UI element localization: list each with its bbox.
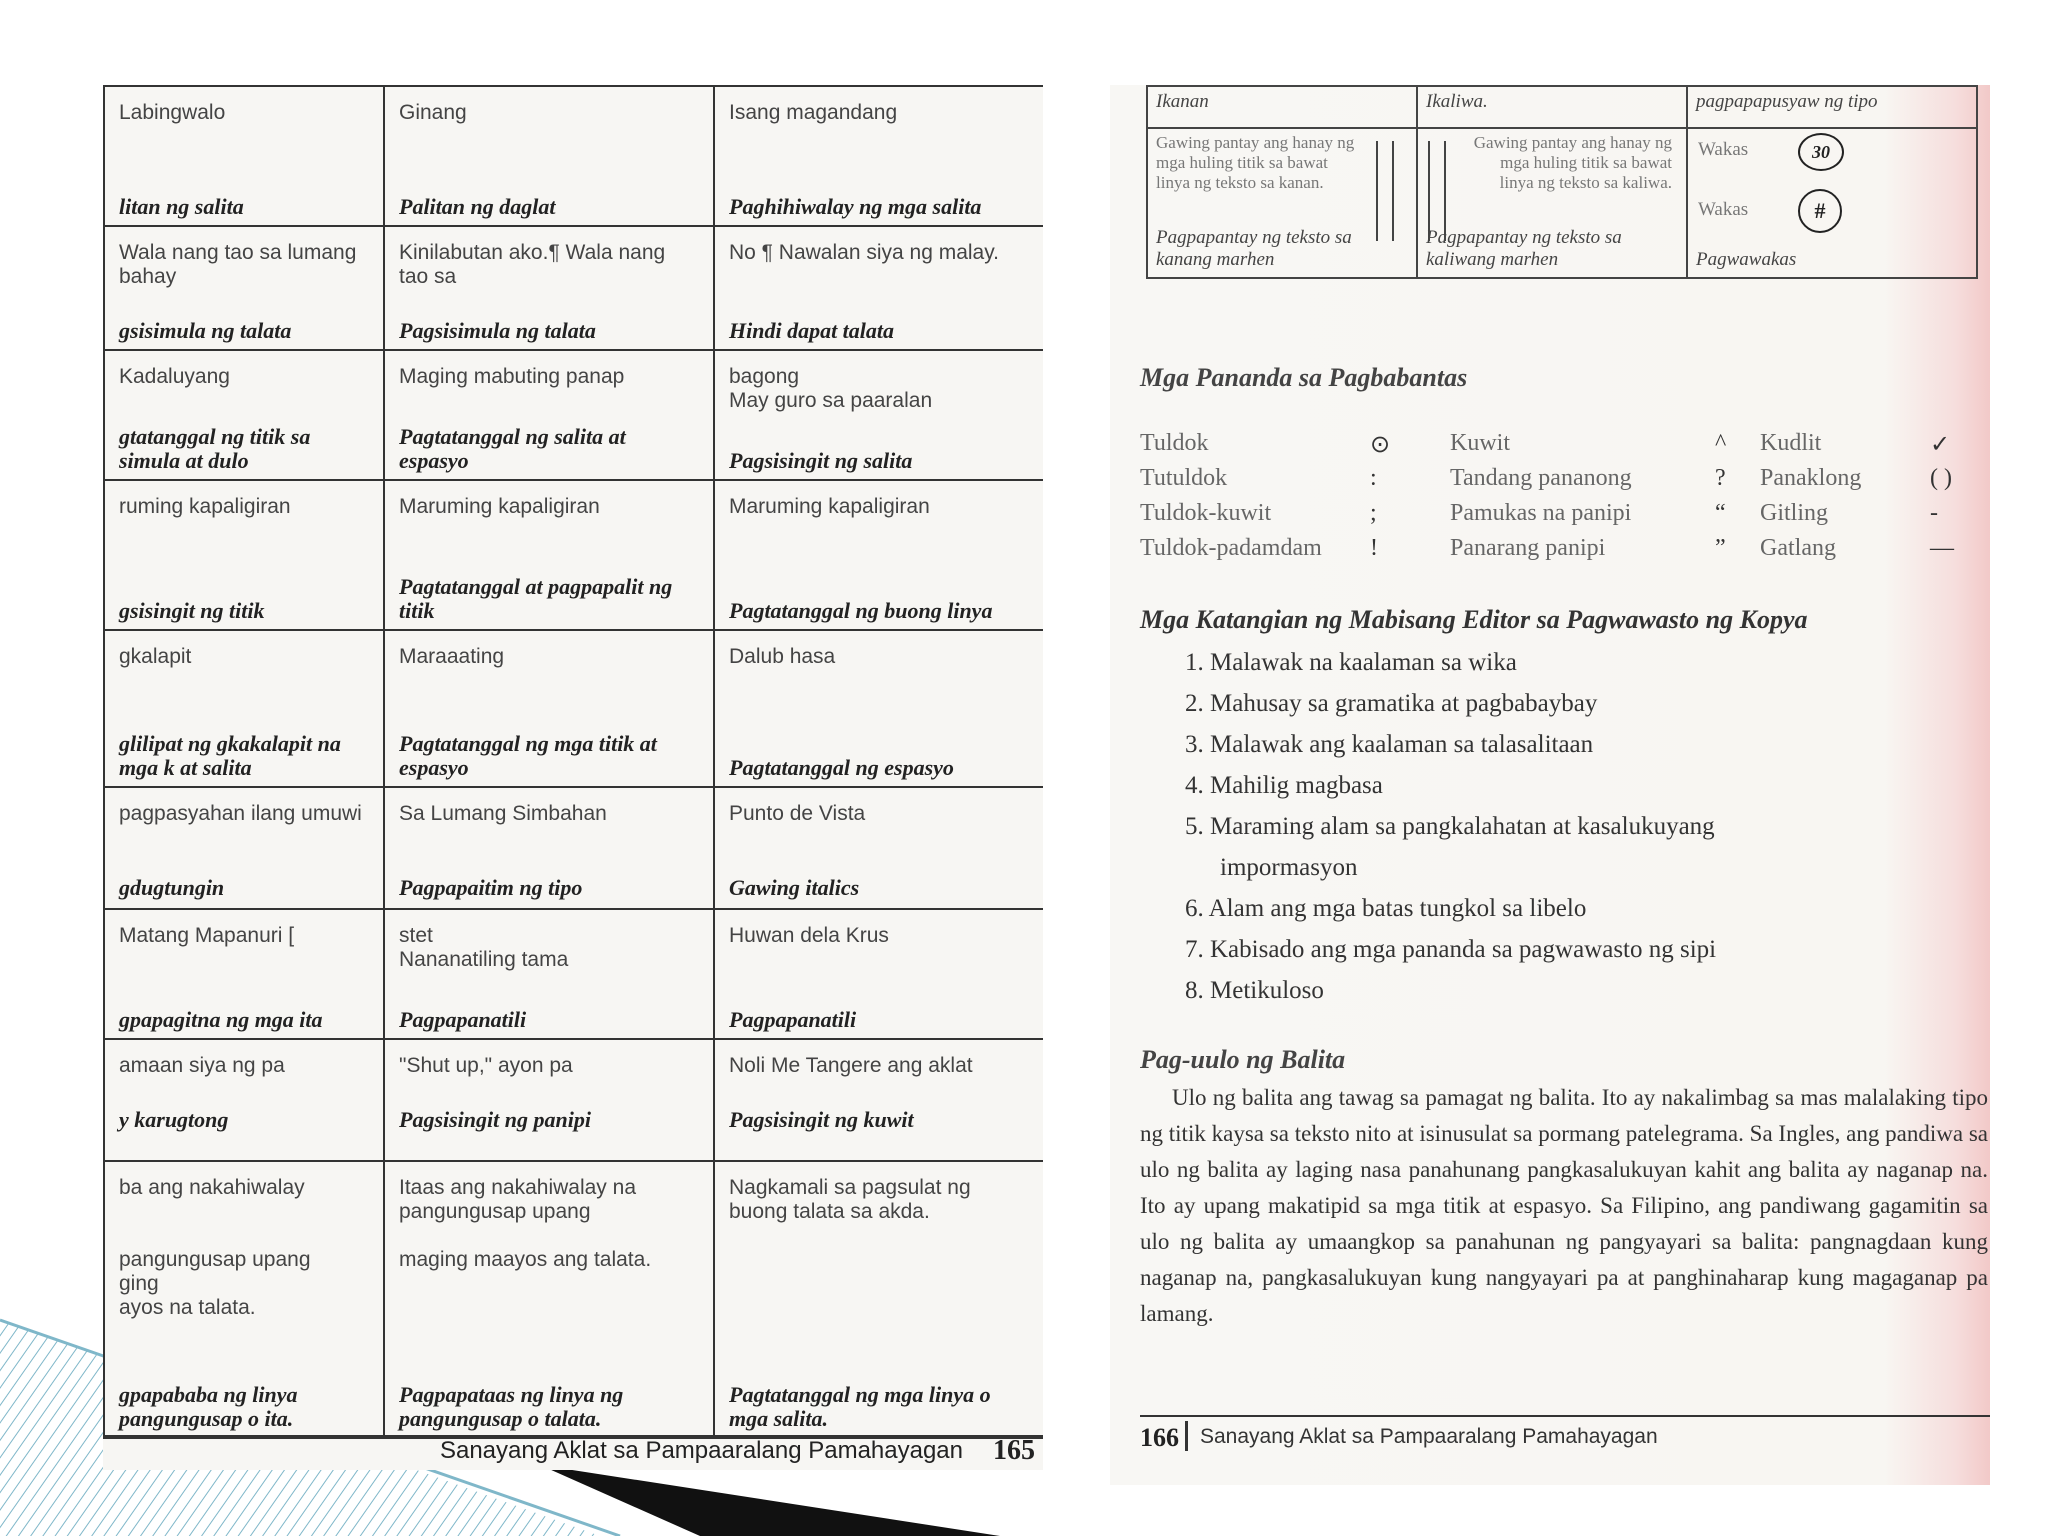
balita-title: Pag-uulo ng Balita [1140, 1045, 1346, 1074]
pananda-label: Gatlang [1760, 535, 1836, 561]
header-tipo: pagpapapusyaw ng tipo [1687, 86, 1977, 128]
mark-caption: Hindi dapat talata [729, 318, 895, 343]
mark-example: bagong May guro sa paaralan [729, 365, 933, 412]
table-row [104, 1161, 1043, 1438]
katangian-item: 5. Maraming alam sa pangkalahatan at kasalukuyang [1185, 813, 1715, 840]
pananda-label: Tuldok [1140, 430, 1209, 456]
mark-example: Maraaating [399, 645, 505, 668]
pananda-label: Gitling [1760, 500, 1829, 526]
mark-caption: Pagsisingit ng kuwit [729, 1107, 914, 1132]
pananda-label: Tuldok-kuwit [1140, 500, 1272, 526]
right-top-table [1146, 85, 1978, 279]
katangian-item: 8. Metikuloso [1185, 977, 1324, 1004]
pananda-label: Tuldok-padamdam [1140, 535, 1322, 561]
left-page [103, 85, 1043, 1470]
mark-caption: gsisingit ng titik [119, 598, 265, 623]
mark-caption: gdugtungin [119, 875, 225, 900]
mark-example: Nagkamali sa pagsulat ng buong talata sa akda. [729, 1176, 971, 1223]
table-cell [104, 787, 384, 909]
mark-example: Maging mabuting panap [399, 365, 625, 388]
mark-caption: litan ng salita [119, 194, 244, 219]
table-row [104, 350, 1043, 480]
pagwawakas-caption: Pagwawakas [1696, 249, 1797, 270]
mark-caption: Pagtatanggal at pagpapalit ng titik [399, 574, 673, 623]
table-cell [384, 1039, 714, 1161]
mark-caption: Pagtatanggal ng mga linya o mga salita. [729, 1382, 991, 1431]
mark-example: stet Nananatiling tama [399, 924, 569, 971]
pananda-title: Mga Pananda sa Pagbabantas [1140, 363, 1468, 392]
pananda-mark-icon: — [1930, 535, 1954, 561]
mark-example: Kinilabutan ako.¶ Wala nang tao sa [399, 241, 666, 288]
table-cell [104, 1161, 384, 1438]
mark-example: Maruming kapaligiran [729, 495, 930, 518]
table-cell [714, 226, 1043, 350]
table-cell [384, 787, 714, 909]
mark-caption: Pagtatanggal ng salita at espasyo [399, 424, 626, 473]
mark-caption: Palitan ng daglat [399, 194, 556, 219]
table-cell [714, 630, 1043, 787]
mark-example: Itaas ang nakahiwalay na pangungusap upang maging maayos ang talata. [399, 1176, 652, 1271]
mark-example: Sa Lumang Simbahan [399, 802, 607, 825]
proofreading-marks-table [103, 85, 1043, 1439]
mark-example: Labingwalo [119, 101, 226, 124]
mark-example: Wala nang tao sa lumang bahay [119, 241, 357, 288]
table-cell [384, 86, 714, 226]
table-row [104, 1039, 1043, 1161]
pananda-mark-icon: ( ) [1930, 465, 1952, 491]
pananda-mark-icon: - [1930, 500, 1938, 526]
table-row [104, 86, 1043, 226]
mark-example: gkalapit [119, 645, 192, 668]
table-cell [104, 350, 384, 480]
mark-example: Dalub hasa [729, 645, 836, 668]
pananda-mark-icon: ✓ [1930, 432, 1951, 458]
mark-example: Noli Me Tangere ang aklat [729, 1054, 973, 1077]
pananda-mark-icon: ! [1370, 535, 1378, 561]
table-cell [104, 630, 384, 787]
table-cell [714, 787, 1043, 909]
align-right-mark [1376, 141, 1394, 241]
pananda-label: Kuwit [1450, 430, 1510, 456]
table-row [104, 226, 1043, 350]
pananda-mark-icon: ; [1370, 500, 1377, 526]
right-footer-text: Sanayang Aklat sa Pampaaralang Pamahayagan [1200, 1425, 1658, 1448]
mark-caption: Pagpapaitim ng tipo [399, 875, 583, 900]
table-cell [384, 909, 714, 1039]
mark-caption: Gawing italics [729, 875, 860, 900]
table-cell [384, 1161, 714, 1438]
katangian-item: 2. Mahusay sa gramatika at pagbabaybay [1185, 690, 1598, 717]
table-cell [384, 350, 714, 480]
mark-example: "Shut up," ayon pa [399, 1054, 573, 1077]
mark-caption: Paghihiwalay ng mga salita [729, 194, 982, 219]
right-footer-bar [1185, 1421, 1188, 1451]
table-row [104, 787, 1043, 909]
pananda-label: Kudlit [1760, 430, 1822, 456]
katangian-item: impormasyon [1220, 854, 1358, 881]
mark-caption: Pagtatanggal ng mga titik at espasyo [399, 731, 657, 780]
mark-caption: Pagsisingit ng panipi [399, 1107, 591, 1132]
mark-caption: glilipat ng gkakalapit na mga k at salita [119, 731, 341, 780]
mark-example: Maruming kapaligiran [399, 495, 600, 518]
mark-caption: gsisimula ng talata [119, 318, 292, 343]
mark-caption: Pagtatanggal ng buong linya [729, 598, 993, 623]
mark-caption: Pagsisimula ng talata [399, 318, 596, 343]
wakas-2: Wakas [1698, 199, 1749, 220]
header-ikaliwa: Ikaliwa. [1417, 86, 1687, 128]
balita-paragraph: Ulo ng balita ang tawag sa pamagat ng balita. Ito ay nakalimbag sa mas malalaking tipo ng titik kaysa sa teksto nito at isinusulat sa pormang patelegrama. Sa Ingles, ang pandiwa sa ulo ng balita ay laging nasa panahunang pangkasalukuyan kahit ang balita ay naganap na. Ito ay upang makatipid sa mga titik at espasyo. Sa Filipino, ang pandiwang gagamitin sa ulo ng balita ay umaangkop sa panahunan ng pangyayari sa balita: pangnagdaan kung naganap na, pangkasalukuyan kung nangyayari pa at panghinaharap kung magaganap pa lamang. [1140, 1085, 1988, 1326]
mark-example: No ¶ Nawalan siya ng malay. [729, 241, 1000, 264]
katangian-title: Mga Katangian ng Mabisang Editor sa Pagwawasto ng Kopya [1140, 605, 1808, 634]
table-cell [104, 86, 384, 226]
ikaliwa-caption: Pagpapantay ng teksto sa kaliwang marhen [1426, 227, 1622, 270]
mark-example: Huwan dela Krus [729, 924, 889, 947]
table-cell [714, 909, 1043, 1039]
mark-example: Ginang [399, 101, 467, 124]
pananda-label: Pamukas na panipi [1450, 500, 1632, 526]
wakas-1: Wakas [1698, 139, 1749, 160]
mark-caption: Pagpapanatili [729, 1007, 857, 1032]
mark-caption: gpapababa ng linya pangungusap o ita. [119, 1382, 298, 1431]
pananda-label: Panarang panipi [1450, 535, 1606, 561]
pananda-mark-icon: ? [1715, 465, 1726, 491]
mark-caption: Pagpapataas ng linya ng pangungusap o talata. [399, 1382, 624, 1431]
mark-caption: y karugtong [119, 1107, 229, 1132]
mark-example: Matang Mapanuri [ [119, 924, 295, 947]
table-cell [714, 1039, 1043, 1161]
pananda-label: Panaklong [1760, 465, 1862, 491]
align-left-mark [1428, 141, 1446, 241]
table-cell [714, 350, 1043, 480]
mark-caption: Pagtatanggal ng espasyo [729, 755, 954, 780]
katangian-item: 1. Malawak na kaalaman sa wika [1185, 649, 1517, 676]
left-footer-text: Sanayang Aklat sa Pampaaralang Pamahayagan [439, 1437, 963, 1464]
table-cell [714, 1161, 1043, 1438]
table-cell [384, 480, 714, 630]
table-cell [714, 480, 1043, 630]
ikaliwa-example: Gawing pantay ang hanay ng mga huling titik sa bawat linya ng teksto sa kaliwa. [1473, 133, 1672, 192]
pananda-mark-icon: “ [1715, 500, 1726, 526]
pananda-label: Tutuldok [1140, 465, 1228, 491]
ikanan-caption: Pagpapantay ng teksto sa kanang marhen [1156, 227, 1352, 270]
katangian-item: 3. Malawak ang kaalaman sa talasalitaan [1185, 731, 1594, 758]
table-row [104, 480, 1043, 630]
ikanan-example: Gawing pantay ang hanay ng mga huling titik sa bawat linya ng teksto sa kanan. [1156, 133, 1355, 192]
katangian-item: 4. Mahilig magbasa [1185, 772, 1383, 799]
mark-example: amaan siya ng pa [119, 1054, 285, 1077]
mark-caption: gtatanggal ng titik sa simula at dulo [119, 424, 311, 473]
table-cell [714, 86, 1043, 226]
pananda-mark-icon: : [1370, 465, 1377, 491]
pananda-mark-icon: ^ [1715, 430, 1727, 456]
right-footer-rule [1140, 1415, 1990, 1417]
pananda-mark-icon: ⊙ [1370, 432, 1391, 458]
mark-caption: Pagsisingit ng salita [729, 448, 913, 473]
table-cell [384, 226, 714, 350]
table-cell [104, 1039, 384, 1161]
table-cell [104, 480, 384, 630]
table-row [104, 909, 1043, 1039]
mark-example: Punto de Vista [729, 802, 866, 825]
table-cell [104, 909, 384, 1039]
table-cell [104, 226, 384, 350]
right-page-number: 166 [1140, 1423, 1179, 1452]
mark-caption: Pagpapanatili [399, 1007, 527, 1032]
mark-example: Kadaluyang [119, 365, 230, 388]
table-row [104, 630, 1043, 787]
mark-caption: gpapagitna ng mga ita [119, 1007, 323, 1032]
table-cell [384, 630, 714, 787]
mark-example: ruming kapaligiran [119, 495, 291, 518]
katangian-item: 7. Kabisado ang mga pananda sa pagwawasto ng sipi [1185, 936, 1717, 963]
katangian-item: 6. Alam ang mga batas tungkol sa libelo [1185, 895, 1587, 922]
mark-example: Isang magandang [729, 101, 898, 124]
mark-example: ba ang nakahiwalay pangungusap upang ging ayos na talata. [119, 1176, 311, 1319]
pananda-label: Tandang pananong [1450, 465, 1632, 491]
wakas-hash-mark: # [1798, 189, 1842, 233]
right-page [1110, 85, 1990, 1485]
header-ikanan: Ikanan [1147, 86, 1417, 128]
mark-example: pagpasyahan ilang umuwi [119, 802, 362, 825]
pananda-mark-icon: ” [1715, 535, 1726, 561]
wakas-30-mark: 30 [1798, 133, 1844, 171]
left-page-number: 165 [993, 1435, 1035, 1466]
